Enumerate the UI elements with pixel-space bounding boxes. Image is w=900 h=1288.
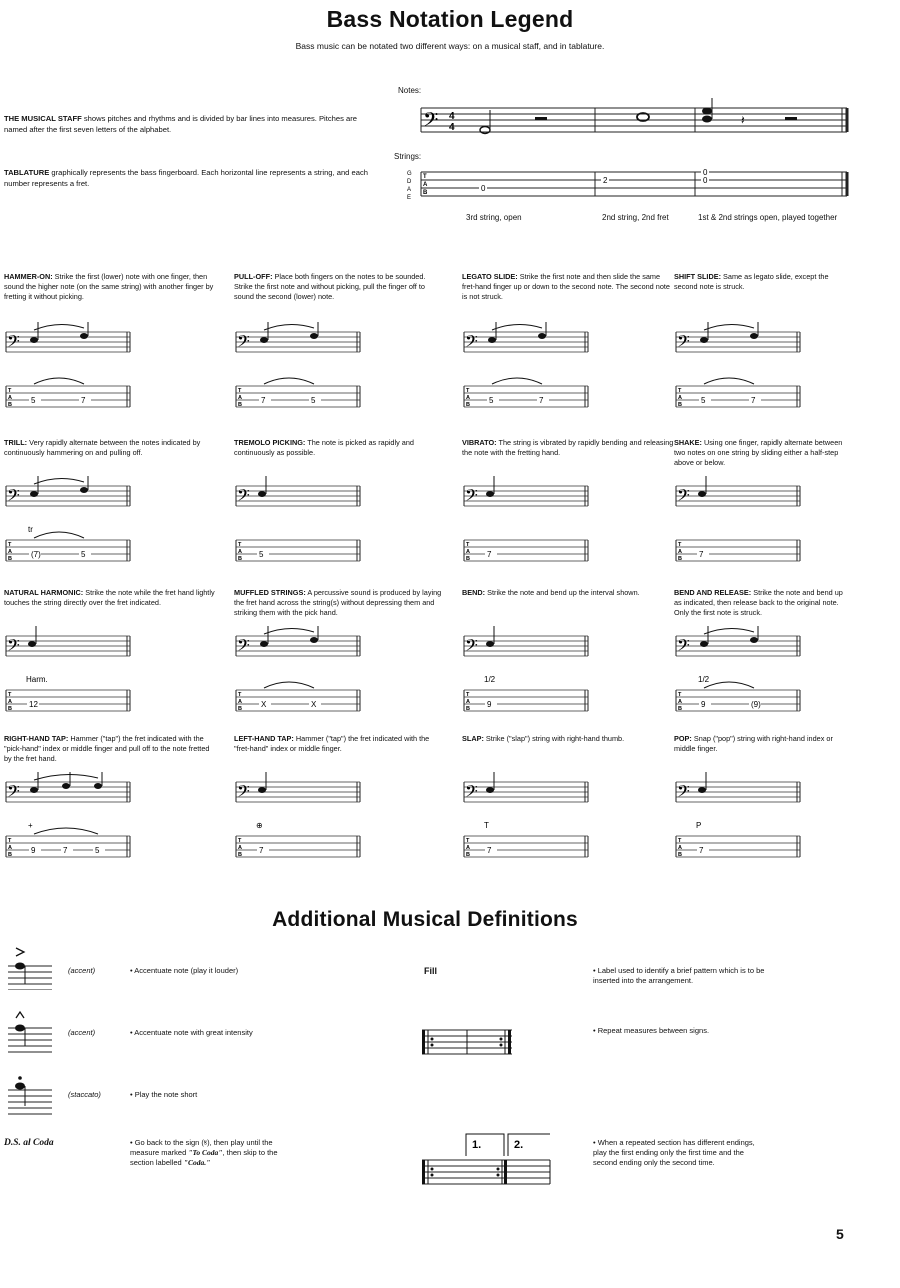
technique-description — [674, 272, 849, 292]
technique-description — [234, 272, 446, 302]
tab-number: 5 — [95, 846, 100, 855]
svg-text:A: A — [466, 845, 470, 851]
definition-text: • Accentuate note (play it louder) — [130, 966, 239, 975]
musical-staff-description — [4, 114, 366, 135]
svg-text:A: A — [466, 395, 470, 401]
endings-symbol — [420, 1130, 554, 1190]
svg-text:B: B — [238, 852, 242, 858]
tab-number: 5 — [701, 396, 706, 405]
technique-description — [674, 438, 849, 468]
tab-number: 0 — [703, 176, 708, 185]
string-letter: E — [407, 195, 412, 201]
technique-term: VIBRATO: — [462, 438, 497, 447]
technique-term: MUFFLED STRINGS: — [234, 588, 306, 597]
svg-text:T: T — [238, 838, 242, 844]
technique-term: NATURAL HARMONIC: — [4, 588, 84, 597]
technique-term: SHAKE: — [674, 438, 702, 447]
definition-text: • Play the note short — [130, 1090, 198, 1099]
technique-text: Strike the first note and then slide the same fret-hand finger up or down to the second note. The second note is not struck. — [462, 272, 670, 301]
tablature-term: TABLATURE — [4, 168, 50, 177]
svg-text:4: 4 — [449, 122, 455, 133]
bass-clef-icon: 𝄢 — [465, 783, 478, 805]
technique-description — [234, 438, 446, 458]
technique-marking: 1/2 — [484, 675, 496, 684]
technique-term: TREMOLO PICKING: — [234, 438, 306, 447]
svg-text:A: A — [423, 182, 428, 188]
tablature-text: graphically represents the bass fingerboard. Each horizontal line represents a string, and each number represents a fret. — [4, 168, 368, 188]
accent-symbol — [4, 944, 54, 990]
technique-example — [674, 772, 806, 882]
definition-symbol: (staccato) — [68, 1090, 101, 1099]
svg-text:A: A — [238, 549, 242, 555]
caption-2nd-string: 2nd string, 2nd fret — [602, 213, 669, 222]
tab-number: 9 — [31, 846, 36, 855]
tab-number: 7 — [699, 550, 704, 559]
svg-text:A: A — [466, 699, 470, 705]
technique-term: BEND AND RELEASE: — [674, 588, 752, 597]
technique-marking: tr — [28, 525, 33, 534]
technique-text: A percussive sound is produced by laying the fret hand across the string(s) without depressing them and striking them with the pick hand. — [234, 588, 442, 617]
svg-text:B: B — [466, 402, 470, 408]
technique-description — [4, 588, 216, 608]
page-number: 5 — [836, 1226, 844, 1242]
svg-text:B: B — [678, 852, 682, 858]
svg-text:A: A — [678, 395, 682, 401]
string-letter: G — [407, 171, 412, 177]
bass-clef-icon: 𝄢 — [7, 333, 20, 355]
technique-text: Snap ("pop") string with right-hand index or middle finger. — [674, 734, 833, 753]
definition-text: • Go back to the sign (𝄋), then play until the measure marked — [130, 1138, 273, 1157]
technique-term: HAMMER-ON: — [4, 272, 53, 281]
svg-text:A: A — [678, 549, 682, 555]
svg-text:A: A — [8, 699, 12, 705]
fill-symbol: Fill — [424, 966, 437, 976]
tablature-description — [4, 168, 374, 189]
svg-text:T: T — [423, 174, 427, 180]
technique-example — [4, 322, 136, 432]
page-title: Bass Notation Legend — [326, 6, 574, 32]
repeat-signs-symbol — [420, 1026, 514, 1056]
technique-term: RIGHT-HAND TAP: — [4, 734, 69, 743]
caption-3rd-string: 3rd string, open — [466, 213, 522, 222]
technique-text: Strike the first (lower) note with one finger, then sound the higher note (on the same string) with another finger by fretting it without picking. — [4, 272, 214, 301]
svg-text:T: T — [238, 692, 242, 698]
svg-text:B: B — [678, 556, 682, 562]
definition-symbol: (accent) — [68, 966, 96, 975]
technique-term: BEND: — [462, 588, 486, 597]
technique-term: SLAP: — [462, 734, 484, 743]
technique-text: Using one finger, rapidly alternate between two notes on one string by sliding either a half-step above or below. — [674, 438, 843, 467]
to-coda-label: "To Coda" — [188, 1148, 223, 1157]
svg-text:A: A — [8, 395, 12, 401]
svg-text:T: T — [678, 838, 682, 844]
additional-title: Additional Musical Definitions — [272, 908, 578, 931]
technique-marking: 1/2 — [698, 675, 710, 684]
tab-number: 12 — [29, 700, 38, 709]
technique-description — [4, 734, 216, 764]
technique-term: TRILL: — [4, 438, 28, 447]
svg-text:4: 4 — [449, 111, 455, 122]
technique-text: Strike the note and bend up as indicated, then release back to the original note. Only the first note is struck. — [674, 588, 843, 617]
technique-text: Strike ("slap") string with right-hand thumb. — [483, 734, 625, 743]
bass-clef-icon: 𝄢 — [237, 637, 250, 659]
tab-number: (7) — [31, 550, 41, 559]
tab-number: 7 — [81, 396, 86, 405]
technique-description — [674, 588, 849, 618]
tab-number: 7 — [63, 846, 68, 855]
technique-example — [674, 476, 806, 586]
svg-text:A: A — [678, 699, 682, 705]
svg-text:A: A — [466, 549, 470, 555]
definition-text: • When a repeated section has different endings, play the first ending only the first time and the second ending only the second time. — [593, 1138, 755, 1167]
tab-number: 7 — [751, 396, 756, 405]
definition-text: , then skip to the section labelled — [130, 1148, 278, 1167]
technique-text: Strike the note and bend up the interval shown. — [485, 588, 640, 597]
svg-text:A: A — [8, 549, 12, 555]
musical-staff-term: THE MUSICAL STAFF — [4, 114, 82, 123]
definition-text: • Accentuate note with great intensity — [130, 1028, 253, 1037]
technique-marking: + — [28, 821, 33, 830]
svg-text:T: T — [238, 388, 242, 394]
technique-marking: ⊕ — [256, 821, 263, 830]
technique-marking: T — [484, 821, 489, 830]
svg-text:B: B — [8, 402, 12, 408]
svg-text:B: B — [8, 706, 12, 712]
coda-label: "Coda." — [183, 1158, 211, 1167]
tab-number: X — [311, 700, 317, 709]
technique-example — [462, 626, 594, 736]
technique-marking: P — [696, 821, 702, 830]
tab-number: 9 — [701, 700, 706, 709]
bass-clef-icon: 𝄢 — [465, 333, 478, 355]
technique-example — [674, 322, 806, 432]
technique-term: PULL-OFF: — [234, 272, 273, 281]
bass-clef-icon: 𝄢 — [677, 637, 690, 659]
technique-example — [4, 626, 136, 736]
technique-text: Very rapidly alternate between the notes indicated by continuously hammering on and pulling off. — [4, 438, 201, 457]
tab-number: 0 — [703, 168, 708, 177]
svg-text:A: A — [238, 395, 242, 401]
svg-text:B: B — [466, 852, 470, 858]
technique-text: Same as legato slide, except the second note is struck. — [674, 272, 829, 291]
svg-text:T: T — [8, 838, 12, 844]
ds-al-coda-text — [130, 1138, 280, 1168]
technique-description — [234, 734, 446, 754]
svg-text:T: T — [678, 388, 682, 394]
svg-text:T: T — [466, 542, 470, 548]
technique-term: POP: — [674, 734, 692, 743]
svg-text:B: B — [678, 706, 682, 712]
svg-text:T: T — [238, 542, 242, 548]
tab-number: 7 — [699, 846, 704, 855]
svg-text:T: T — [678, 542, 682, 548]
definition-text: • Label used to identify a brief pattern which is to be inserted into the arrangement. — [593, 966, 765, 985]
notes-label: Notes: — [398, 86, 422, 95]
svg-text:A: A — [8, 845, 12, 851]
tab-number: 7 — [487, 846, 492, 855]
tab-number: 7 — [259, 846, 264, 855]
svg-text:T: T — [466, 692, 470, 698]
svg-text:B: B — [238, 402, 242, 408]
svg-text:𝄽: 𝄽 — [741, 113, 745, 127]
tab-number: X — [261, 700, 267, 709]
bass-clef-icon: 𝄢 — [677, 333, 690, 355]
bass-clef-icon: 𝄢 — [7, 637, 20, 659]
string-letter: A — [407, 187, 412, 193]
svg-text:B: B — [238, 556, 242, 562]
tab-number: 7 — [487, 550, 492, 559]
bass-clef-icon: 𝄢 — [237, 333, 250, 355]
string-letter: D — [407, 179, 412, 185]
svg-text:B: B — [466, 556, 470, 562]
definition-symbol: (accent) — [68, 1028, 96, 1037]
tab-number: 2 — [603, 176, 608, 185]
staccato-symbol — [4, 1072, 54, 1118]
technique-text: The note is picked as rapidly and continuously as possible. — [234, 438, 414, 457]
technique-description — [674, 734, 849, 754]
svg-text:A: A — [238, 845, 242, 851]
technique-description — [462, 438, 674, 458]
svg-text:B: B — [8, 556, 12, 562]
bass-clef-icon: 𝄢 — [7, 783, 20, 805]
technique-text: The string is vibrated by rapidly bending and releasing the note with the fretting hand. — [462, 438, 674, 457]
bass-clef-icon: 𝄢 — [677, 487, 690, 509]
musical-staff-text: shows pitches and rhythms and is divided by bar lines into measures. Pitches are named after the first seven letters of the alphabet. — [4, 114, 357, 134]
first-ending-label: 1. — [472, 1139, 482, 1151]
svg-text:B: B — [238, 706, 242, 712]
svg-text:T: T — [8, 542, 12, 548]
technique-description — [234, 588, 446, 618]
tab-number: 5 — [81, 550, 86, 559]
tab-number: 5 — [259, 550, 264, 559]
technique-text: Hammer ("tap") the fret indicated with the "pick-hand" index or middle finger and pull off to the note fretted by the fret hand. — [4, 734, 210, 763]
strings-label: Strings: — [394, 152, 422, 161]
tab-number: 5 — [311, 396, 316, 405]
tab-number: 5 — [489, 396, 494, 405]
svg-text:A: A — [238, 699, 242, 705]
definition-text: • Repeat measures between signs. — [593, 1026, 710, 1035]
technique-text: Place both fingers on the notes to be sounded. Strike the first note and without picking, pull the finger off to sound the second (lower) note. — [234, 272, 426, 301]
bass-clef-icon: 𝄢 — [7, 487, 20, 509]
technique-example — [4, 772, 136, 882]
svg-text:B: B — [8, 852, 12, 858]
bass-clef-icon: 𝄢 — [465, 637, 478, 659]
technique-example — [462, 772, 594, 882]
technique-description — [462, 588, 674, 598]
second-ending-label: 2. — [514, 1139, 524, 1151]
tab-number: (9) — [751, 700, 761, 709]
technique-example — [234, 476, 366, 586]
technique-example — [234, 322, 366, 432]
svg-text:B: B — [466, 706, 470, 712]
technique-term: LEGATO SLIDE: — [462, 272, 518, 281]
technique-example — [674, 626, 806, 736]
technique-text: Strike the note while the fret hand lightly touches the string directly over the fret indicated. — [4, 588, 215, 607]
bass-clef-icon: 𝄢 — [465, 487, 478, 509]
technique-description — [4, 438, 216, 458]
technique-description — [462, 272, 674, 302]
caption-1st-2nd-strings: 1st & 2nd strings open, played together — [698, 213, 838, 222]
bass-clef-icon: 𝄢 — [423, 109, 439, 136]
svg-text:B: B — [423, 190, 428, 196]
technique-description — [462, 734, 674, 744]
marcato-symbol — [4, 1010, 54, 1056]
svg-text:T: T — [678, 692, 682, 698]
technique-example — [462, 322, 594, 432]
page-subtitle: Bass music can be notated two different ways: on a musical staff, and in tablature. — [295, 41, 605, 51]
svg-text:B: B — [678, 402, 682, 408]
svg-text:T: T — [8, 692, 12, 698]
svg-text:T: T — [466, 388, 470, 394]
technique-example — [462, 476, 594, 586]
svg-text:T: T — [466, 838, 470, 844]
bass-clef-icon: 𝄢 — [237, 487, 250, 509]
bass-clef-icon: 𝄢 — [677, 783, 690, 805]
technique-text: Hammer ("tap") the fret indicated with the "fret-hand" index or middle finger. — [234, 734, 430, 753]
tab-number: 7 — [261, 396, 266, 405]
technique-term: SHIFT SLIDE: — [674, 272, 722, 281]
bass-clef-icon: 𝄢 — [237, 783, 250, 805]
technique-marking: Harm. — [26, 675, 48, 684]
technique-example — [4, 476, 136, 586]
tab-number: 0 — [481, 184, 486, 193]
tab-number: 5 — [31, 396, 36, 405]
technique-example — [234, 772, 366, 882]
tab-number: 7 — [539, 396, 544, 405]
svg-text:T: T — [8, 388, 12, 394]
tab-number: 9 — [487, 700, 492, 709]
svg-text:A: A — [678, 845, 682, 851]
ds-al-coda-symbol: D.S. al Coda — [4, 1138, 54, 1148]
technique-example — [234, 626, 366, 736]
technique-term: LEFT-HAND TAP: — [234, 734, 294, 743]
technique-description — [4, 272, 216, 302]
